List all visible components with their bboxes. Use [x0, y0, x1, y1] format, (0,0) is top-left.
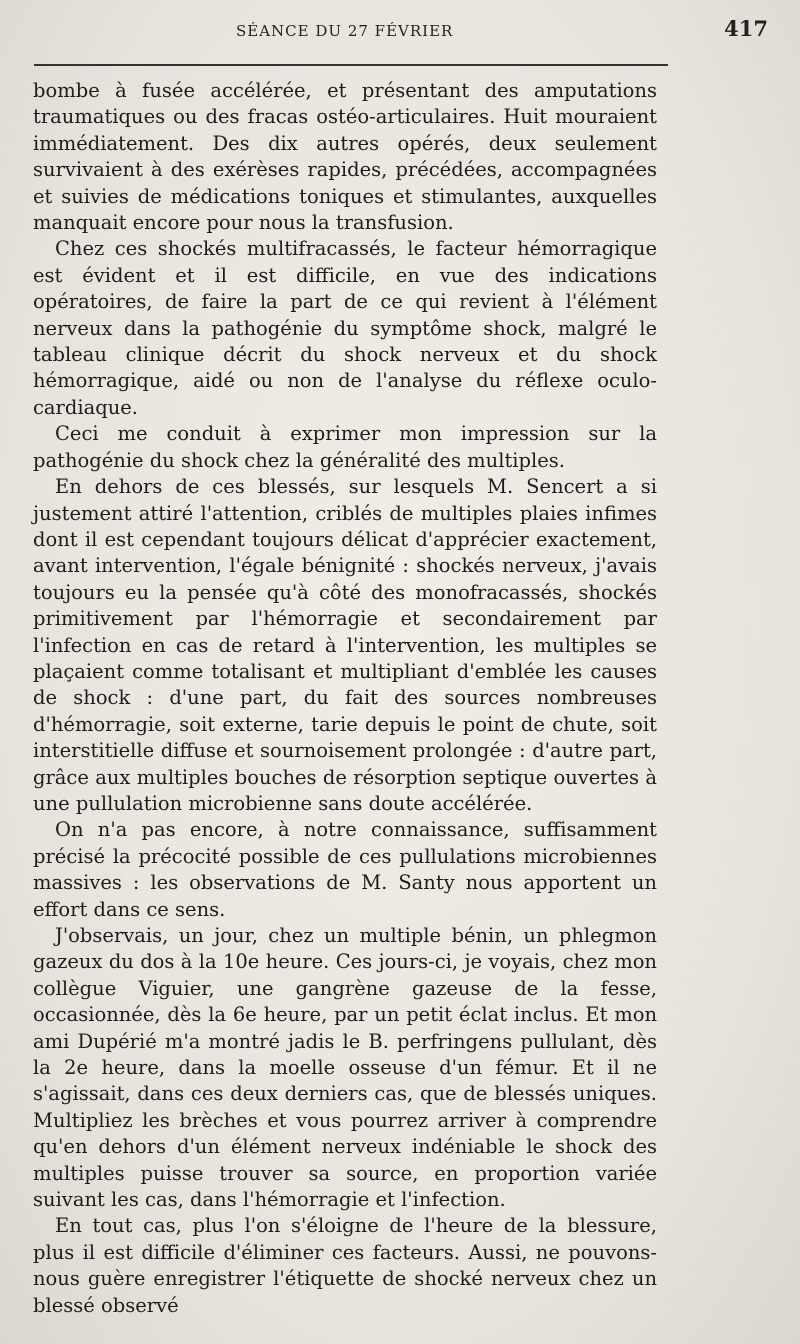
paragraph: J'observais, un jour, chez un multiple bénin, un phlegmon gazeux du dos à la 10e heure. Ces jours-ci, je voyais, chez mon collègue Viguier, une gangrène gazeuse de la fesse, occasionnée, dès la 6e heure, par un petit éclat inclus. Et mon ami Dupérié m'a montré jadis le B. perfringens pullulant, dès la 2e heure, dans la moelle osseuse d'un fémur. Et il ne s'agissait, dans ces deux derniers cas, que de blessés uniques. Multipliez les brèches et vous pourrez arriver à comprendre qu'en dehors d'un élément nerveux indéniable le shock des multiples puisse trouver sa source, en proportion variée suivant les cas, dans l'hémorragie et l'infection.: [33, 924, 657, 1212]
paragraph: Chez ces shockés multifracassés, le facteur hémorragique est évident et il est difficile, en vue des indications opératoires, de faire la part de ce qui revient à l'élément nerveux dans la pathogénie du symptôme shock, malgré le tableau clinique décrit du shock nerveux et du shock hémorragique, aidé ou non de l'analyse du réflexe oculo-cardiaque.: [33, 237, 657, 419]
body-text: [33, 78, 657, 1319]
running-head: SÉANCE DU 27 FÉVRIER: [236, 22, 454, 40]
paragraph-continued: bombe à fusée accélérée, et présentant des amputations traumatiques ou des fracas ostéo-articulaires. Huit mouraient immédiatement. Des dix autres opérés, deux seulement survivaient à des exérèses rapides, précédées, accompagnées et suivies de médications toniques et stimulantes, auxquelles manquait encore pour nous la transfusion.: [33, 79, 657, 235]
page-number: 417: [724, 16, 768, 41]
page-header: [36, 14, 768, 50]
paragraph: En dehors de ces blessés, sur lesquels M. Sencert a si justement attiré l'attention, criblés de multiples plaies infimes dont il est cependant toujours délicat d'apprécier exactement, avant intervention, l'égale bénignité : shockés nerveux, j'avais toujours eu la pensée qu'à côté des monofracassés, shockés primitivement par l'hémorragie et secondairement par l'infection en cas de retard à l'intervention, les multiples se plaçaient comme totalisant et multipliant d'emblée les causes de shock : d'une part, du fait des sources nombreuses d'hémorragie, soit externe, tarie depuis le point de chute, soit interstitielle diffuse et sournoisement prolongée : d'autre part, grâce aux multiples bouches de résorption septique ouvertes à une pullulation microbienne sans doute accélérée.: [33, 475, 657, 815]
header-rule: [34, 64, 668, 66]
paragraph: On n'a pas encore, à notre connaissance, suffisamment précisé la précocité possible de ces pullulations microbiennes massives : les observations de M. Santy nous apportent un effort dans ce sens.: [33, 818, 657, 921]
paragraph: En tout cas, plus l'on s'éloigne de l'heure de la blessure, plus il est difficile d'éliminer ces facteurs. Aussi, ne pouvons-nous guère enregistrer l'étiquette de shocké nerveux chez un blessé observé: [33, 1214, 657, 1317]
paragraph: Ceci me conduit à exprimer mon impression sur la pathogénie du shock chez la généralité des multiples.: [33, 422, 657, 472]
